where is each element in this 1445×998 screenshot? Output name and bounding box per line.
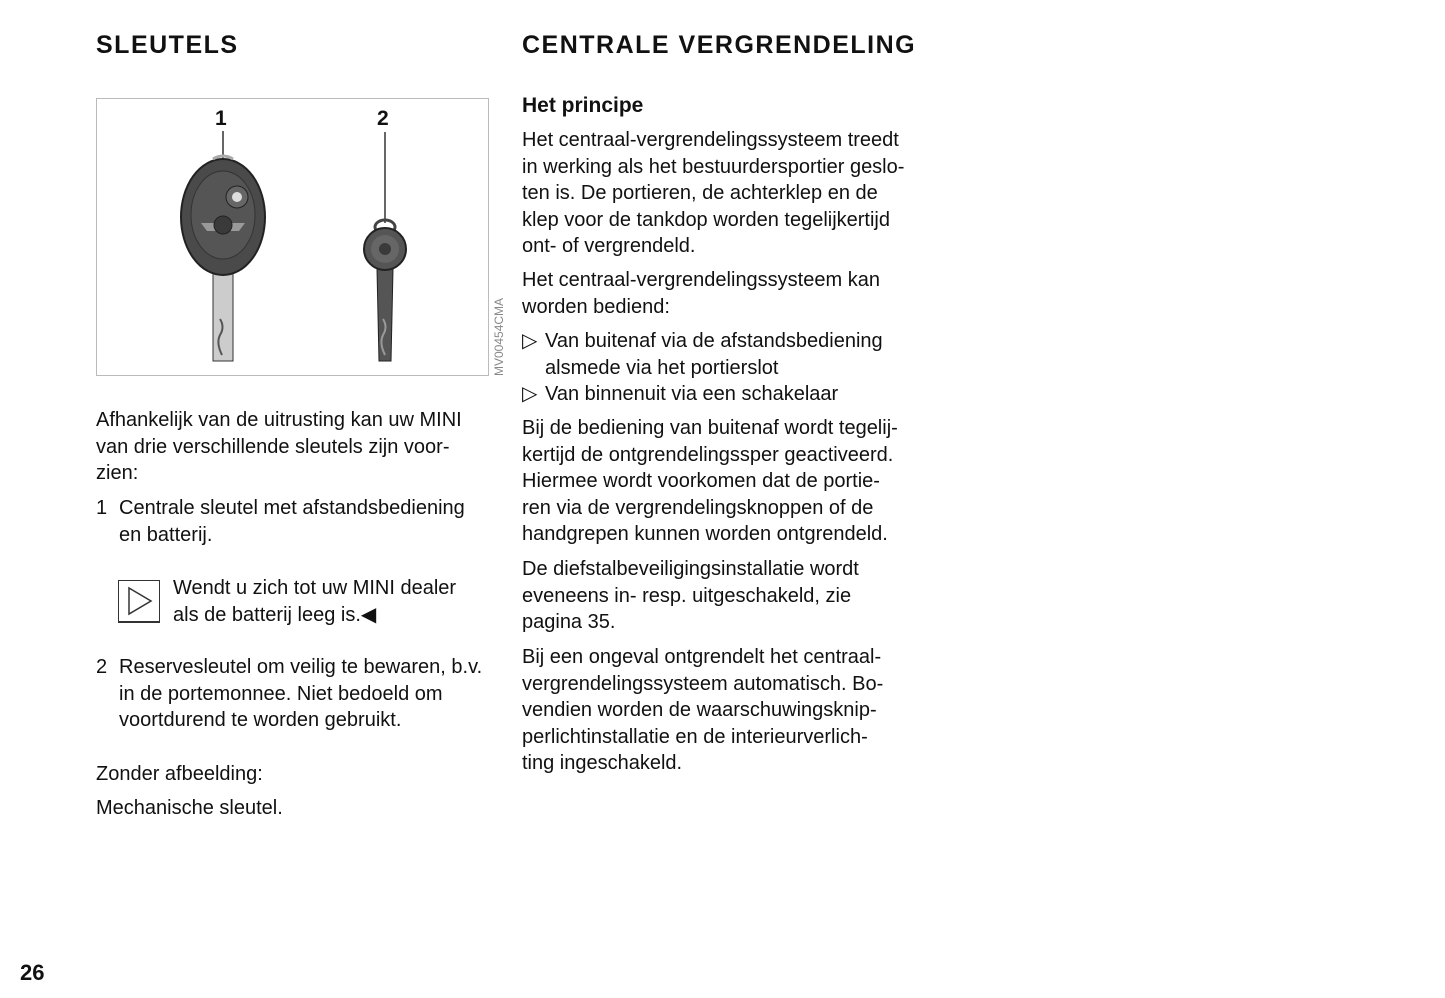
note-box (118, 580, 160, 623)
text-line: Afhankelijk van de uitrusting kan uw MINI (96, 409, 462, 431)
text-line: vendien worden de waarschuwingsknip- (522, 699, 877, 722)
bullet-triangle-icon: ▷ (522, 383, 538, 405)
keys-illustration (97, 99, 488, 375)
text-line: in werking als het bestuurdersportier geslo- (522, 155, 905, 178)
text-line: van drie verschillende sleutels zijn voor- (96, 435, 450, 458)
figure-code: MV00454CMA (492, 297, 506, 376)
note-text (173, 575, 456, 628)
intro-paragraph (96, 407, 462, 487)
text-line: pagina 35. (522, 611, 616, 634)
text-line: Het centraal-vergrendelingssysteem treedt (522, 129, 899, 151)
bullet-text (522, 381, 838, 408)
text-line: in de portemonnee. Niet bedoeld om (119, 682, 443, 705)
paragraph-3 (522, 415, 898, 548)
figure-label-2: 2 (377, 107, 389, 130)
text-line: Het centraal-vergrendelingssysteem kan (522, 269, 880, 291)
text-line: Van binnenuit via een schakelaar (545, 383, 839, 405)
text-line: klep voor de tankdop worden tegelijkertijd (522, 208, 890, 231)
paragraph-5 (522, 644, 883, 777)
bullet-item-outside (522, 328, 883, 381)
list-item-central-key (96, 495, 506, 548)
text-line: worden bediend: (522, 295, 670, 318)
text-line: kertijd de ontgrendelingssper geactiveerd. (522, 443, 894, 466)
text-line: eveneens in- resp. uitgeschakeld, zie (522, 584, 852, 607)
text-line: vergrendelingssysteem automatisch. Bo- (522, 672, 884, 695)
section-heading-keys: SLEUTELS (96, 31, 239, 59)
bullet-item-inside (522, 381, 838, 408)
subheading-principle: Het principe (522, 94, 644, 117)
bullet-text (522, 328, 883, 381)
text-line: voortdurend te worden gebruikt. (119, 709, 402, 732)
text-line: perlichtinstallatie en de interieurverlich- (522, 725, 868, 748)
text-line: ten is. De portieren, de achterklep en de (522, 182, 878, 205)
page-number: 26 (20, 960, 45, 985)
no-image-label: Zonder afbeelding: (96, 763, 263, 785)
item-text (96, 654, 506, 734)
text-line: alsmede via het portierslot (545, 356, 779, 379)
text-line: ont- of vergrendeld. (522, 235, 696, 258)
text-line: Wendt u zich tot uw MINI dealer (173, 577, 457, 599)
mechanical-key-label: Mechanische sleutel. (96, 797, 283, 819)
text-line: en batterij. (119, 523, 213, 546)
paragraph-2 (522, 267, 880, 320)
figure-label-1: 1 (215, 107, 227, 130)
text-line: zien: (96, 462, 139, 485)
item-text (96, 495, 506, 548)
keys-figure (96, 98, 489, 376)
text-line: als de batterij leeg is.◀ (173, 603, 377, 626)
item-number: 2 (96, 656, 108, 678)
text-line: Bij een ongeval ontgrendelt het centraal- (522, 646, 882, 668)
text-line: Centrale sleutel met afstandsbediening (119, 497, 465, 519)
text-line: Bij de bediening van buitenaf wordt tegelij- (522, 417, 898, 439)
paragraph-4 (522, 556, 859, 636)
bullet-triangle-icon: ▷ (522, 330, 538, 352)
text-line: ting ingeschakeld. (522, 752, 683, 775)
text-line: Van buitenaf via de afstandsbediening (545, 330, 883, 352)
text-line: ren via de vergrendelingsknoppen of de (522, 496, 874, 519)
text-line: Reservesleutel om veilig te bewaren, b.v. (119, 656, 483, 678)
item-number: 1 (96, 497, 108, 519)
text-line: De diefstalbeveiligingsinstallatie wordt (522, 558, 859, 580)
text-line: handgrepen kunnen worden ontgrendeld. (522, 523, 888, 546)
text-line: Hiermee wordt voorkomen dat de portie- (522, 470, 880, 493)
note-play-icon (119, 581, 159, 621)
paragraph-1 (522, 127, 904, 260)
section-heading-central-locking: CENTRALE VERGRENDELING (522, 31, 917, 59)
list-item-spare-key (96, 654, 506, 734)
